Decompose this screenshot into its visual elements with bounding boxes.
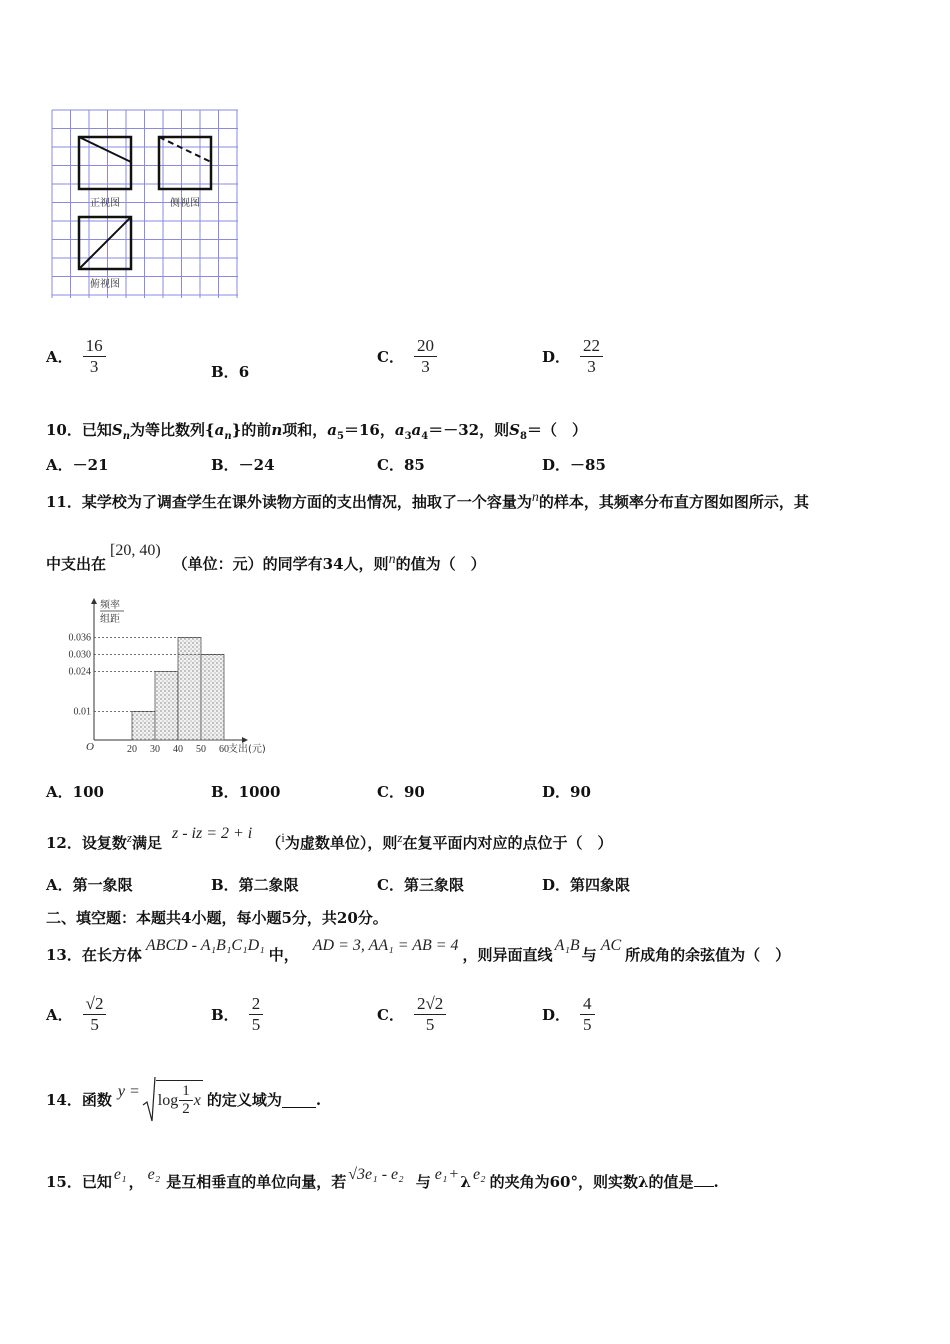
log-base: $\frac{1}{2}$ [179,1083,193,1118]
front-view-label: 正视图 [90,198,120,209]
three-view-figure [52,110,238,298]
histogram-bar [178,637,201,740]
q12-option-c[interactable]: C．第三象限 [377,876,464,894]
histogram-bar [201,655,224,741]
q15-stem: 15．已知 e₁ ， e₂ 是互相垂直的单位向量，若 √3e₁ - e₂ 与 e₁ + λ e₂ 的夹角为60°，则实数λ的值是 . [46,1166,719,1191]
option-letter: C． [377,348,404,366]
x-tick-label: 60 [219,744,229,755]
q13-option-a[interactable]: A． $\frac{√2}{5}$ [46,994,106,1035]
fraction: $\frac{22}{3}$ [580,336,603,377]
q14-stem: 14． 函数 y = log $\frac{1}{2}$ x 的定义域为 . [46,1074,321,1126]
y-axis-arrow [91,598,97,604]
y-tick-label: 0.036 [68,632,91,644]
side-view-square [159,137,211,189]
q10-option-a[interactable]: A．－21 [46,456,109,474]
q13-option-d[interactable]: D． $\frac{4}{5}$ [542,994,595,1035]
front-view-diagonal [79,137,131,162]
q11-option-c[interactable]: C．90 [377,783,425,801]
solid-name: ABCD - A₁B₁C₁D₁ [145,937,265,954]
q13-stem: 13．在长方体ABCD - A₁B₁C₁D₁中，AD = 3, AA₁ = AB = 4，则异面直线A₁B与AC所成角的余弦值为（ ） [46,937,791,964]
y-tick-label: 0.01 [73,706,91,718]
top-view-diagonal [79,217,131,269]
q11-option-b[interactable]: B．1000 [211,783,281,801]
y-tick-label: 0.024 [68,666,91,678]
fraction: $\frac{2√2}{5}$ [414,994,446,1035]
q13-option-c[interactable]: C． $\frac{2√2}{5}$ [377,994,446,1035]
q12-option-a[interactable]: A．第一象限 [46,876,133,894]
top-view-label: 俯视图 [90,279,120,290]
y-axis-label-top: 频率 [100,600,120,611]
conditions: AD = 3, AA₁ = AB = 4 [312,937,459,954]
q11-stem-line1: 11．某学校为了调查学生在课外读物方面的支出情况，抽取了一个容量为$^n$的样本，其频率分布直方图如图所示，其 [46,490,809,511]
side-view-label: 侧视图 [170,198,200,209]
q13-option-b[interactable]: B． $\frac{2}{5}$ [211,994,263,1035]
histogram-bar [132,712,155,741]
q11-option-a[interactable]: A．100 [46,783,104,801]
q10-stem: 10．已知$S_n$为等比数列$\{a_n\}$的前n项和，$a_5=16$，$a_3a_4=-32$，则$S_8=$（ ） [46,421,587,442]
histogram-bar [155,672,178,740]
histogram [56,594,266,758]
interval: [20, 40) [110,542,161,559]
q10-option-d[interactable]: D．－85 [542,456,606,474]
answer-blank[interactable] [282,1093,316,1108]
front-view-square [79,137,131,189]
q12-option-d[interactable]: D．第四象限 [542,876,631,894]
fraction: $\frac{16}{3}$ [83,336,106,377]
x-tick-label: 20 [127,744,137,755]
x-axis-label: 支出(元) [228,744,266,755]
q11-stem-line2: 中支出在[20, 40)（单位：元）的同学有34人，则$^n$的值为（ ） [46,542,486,573]
three-view-grid [52,110,238,298]
q10-option-c[interactable]: C．85 [377,456,425,474]
fraction: $\frac{4}{5}$ [580,994,595,1035]
y-tick-label: 0.030 [68,649,91,661]
x-tick-label: 40 [173,744,183,755]
option-letter: A． [46,348,73,366]
fraction: $\frac{20}{3}$ [414,336,437,377]
side-view-dashed-edge [159,137,211,162]
section-heading: 二、填空题：本题共4小题，每小题5分，共20分。 [46,909,388,927]
q9-option-b[interactable] [211,361,249,382]
x-tick-label: 30 [150,744,160,755]
q9-option-c[interactable] [377,336,437,377]
option-letter: B． [211,363,239,381]
q11-option-d[interactable]: D．90 [542,783,591,801]
x-axis-arrow [242,737,248,743]
y-axis-label-bottom: 组距 [100,614,120,625]
sqrt-expression: log $\frac{1}{2}$ x [142,1075,203,1125]
histogram-svg [56,594,266,758]
q9-option-a[interactable] [46,336,106,377]
option-letter: D． [542,348,571,366]
radical-sign [142,1075,156,1125]
origin-label: O [86,741,94,753]
q9-option-d[interactable] [542,336,603,377]
vector-expression-1: √3e₁ - e₂ [348,1166,404,1183]
option-value: 6 [238,363,250,381]
equation: z - iz = 2 + i [171,825,253,842]
fraction: $\frac{2}{5}$ [249,994,264,1035]
fraction: $\frac{√2}{5}$ [83,994,107,1035]
q12-stem: 12．设复数$^z$满足z - iz = 2 + i（$^i$为虚数单位），则$^z$在复平面内对应的点位于（ ） [46,825,613,852]
x-tick-label: 50 [196,744,206,755]
answer-blank[interactable] [694,1172,714,1187]
q12-option-b[interactable]: B．第二象限 [211,876,299,894]
q10-option-b[interactable]: B．－24 [211,456,275,474]
